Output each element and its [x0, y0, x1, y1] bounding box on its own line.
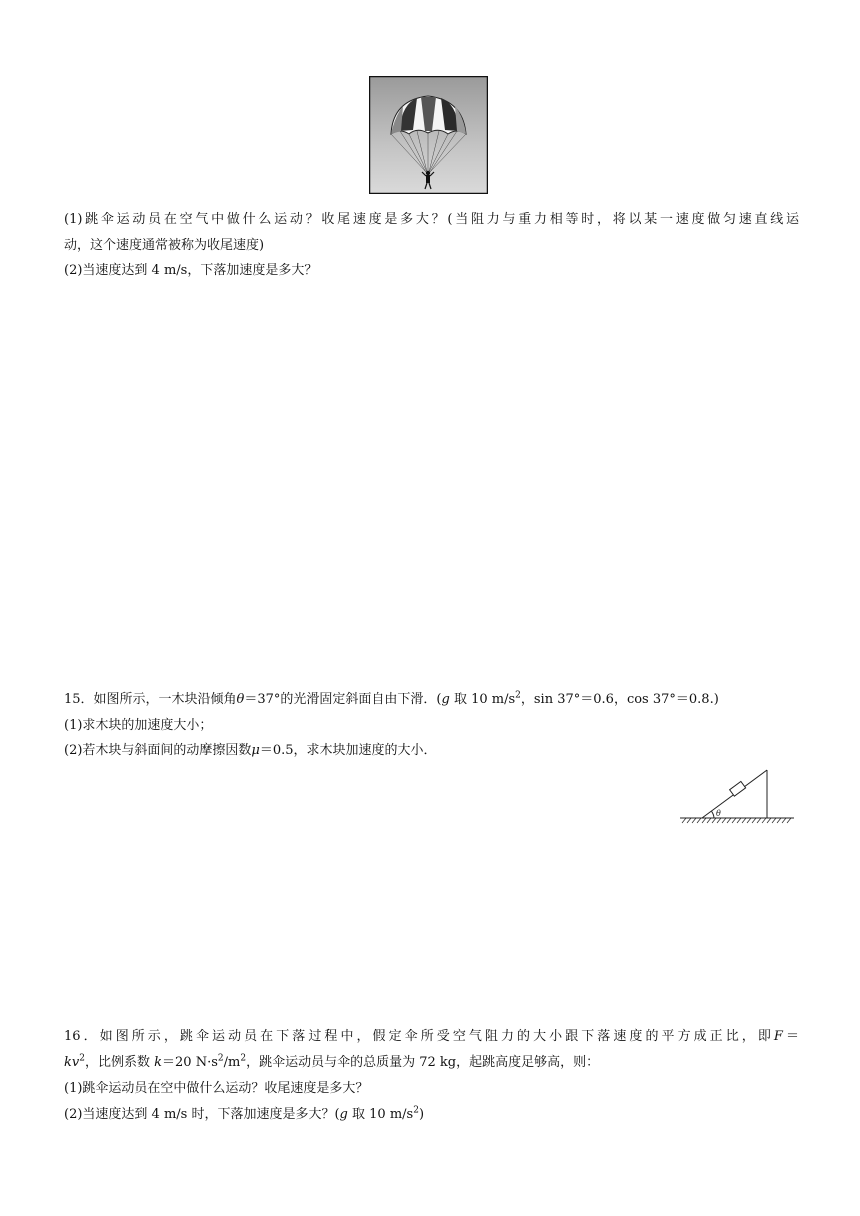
- q14-part1-line2: 动，这个速度通常被称为收尾速度): [64, 238, 265, 253]
- q16-stem-line1: 16．如图所示，跳伞运动员在下落过程中，假定伞所受空气阻力的大小跟下落速度的平方成正比，即F＝: [64, 1029, 799, 1044]
- q15-part1: (1)求木块的加速度大小；: [64, 718, 213, 733]
- q15-stem: 15．如图所示，一木块沿倾角θ＝37°的光滑固定斜面自由下滑．(g 取 10 $m/s^2$，sin 37°＝0.6，cos 37°＝0.8.): [64, 690, 719, 707]
- parachute-photo: [369, 76, 488, 194]
- q16-part2: (2)当速度达到 4 m/s 时，下落加速度是多大？(g 取 10 $m/s^2$): [64, 1105, 425, 1122]
- q16-stem-line2: $kv^2$，比例系数 k＝20 $N\cdot s^2/m^2$，跳伞运动员与伞的总质量为 72 kg，起跳高度足够高，则：: [64, 1053, 600, 1070]
- angle-label: θ: [716, 809, 721, 818]
- q14-part1-line1: (1)跳伞运动员在空气中做什么运动？收尾速度是多大？(当阻力与重力相等时，将以某一速度做匀速直线运: [64, 212, 799, 227]
- incline-diagram: [676, 766, 796, 826]
- q15-part2: (2)若木块与斜面间的动摩擦因数μ＝0.5，求木块加速度的大小．: [64, 743, 437, 758]
- q16-part1: (1)跳伞运动员在空中做什么运动？收尾速度是多大？: [64, 1081, 369, 1096]
- q14-part2: (2)当速度达到 4 m/s，下落加速度是多大？: [64, 263, 318, 278]
